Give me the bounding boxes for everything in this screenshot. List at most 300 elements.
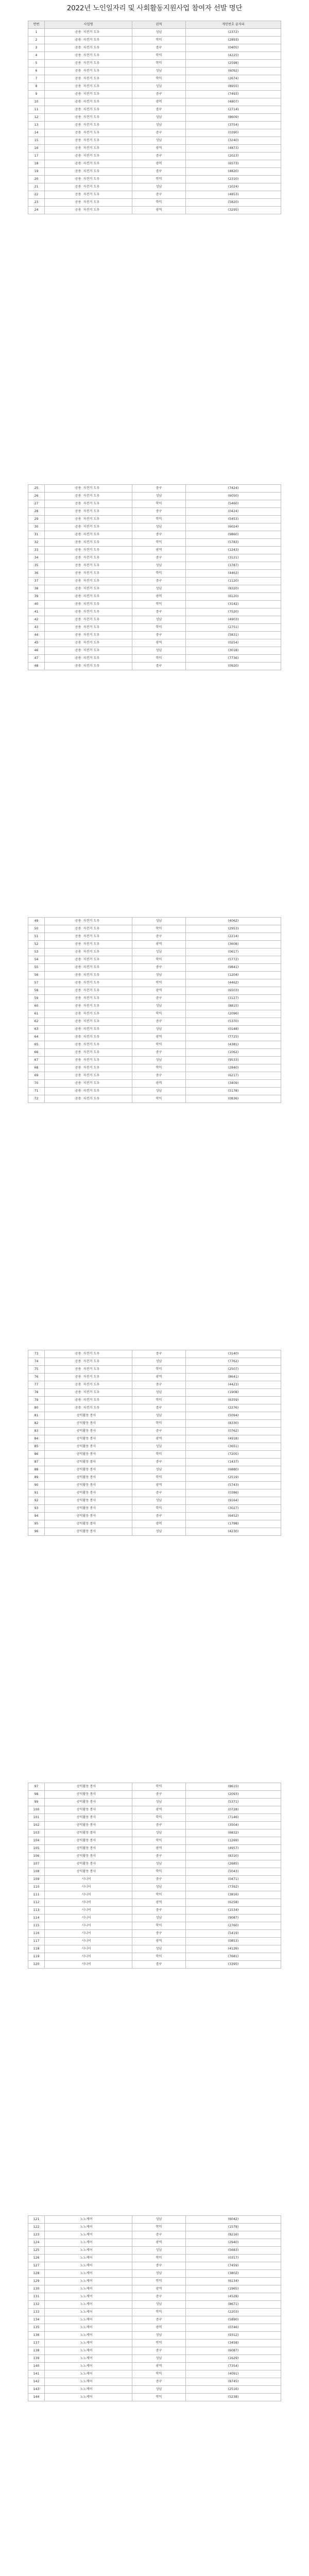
row-number: 40 xyxy=(28,601,45,608)
row-number: 98 xyxy=(28,1791,45,1799)
table-row xyxy=(28,531,281,539)
row-id-suffix: (4807) xyxy=(186,98,281,106)
table-row xyxy=(28,1397,281,1404)
row-project-type: 공용 xyxy=(75,571,81,575)
row-id-suffix: (9164) xyxy=(186,1497,281,1505)
row-id-suffix: (7736) xyxy=(186,655,281,663)
row-project-type: 공익활동 봉사 xyxy=(76,1413,96,1417)
row-project-type: 공용 xyxy=(75,1351,81,1355)
row-project-type: 노노케어 xyxy=(80,2371,93,2376)
row-id-suffix: (5460) xyxy=(186,500,281,508)
row-project xyxy=(45,1080,132,1088)
row-region: 광역 xyxy=(132,1806,186,1814)
row-number: 24 xyxy=(28,207,45,214)
row-project-type: 공용 xyxy=(75,934,81,938)
table-row xyxy=(28,1420,281,1428)
row-project-type: 공익활동 봉사 xyxy=(76,1831,96,1835)
row-project-type: 시니어 xyxy=(81,1900,91,1904)
row-project-type: 노노케어 xyxy=(80,2232,93,2236)
row-number: 10 xyxy=(28,98,45,106)
row-id-suffix: (3458) xyxy=(186,2340,281,2347)
row-project-name: 자전거 도우 xyxy=(83,1089,100,1093)
row-region: 중구 xyxy=(132,1018,186,1026)
row-project-type: 공용 xyxy=(75,996,81,1000)
row-project-name: 자전거 도우 xyxy=(83,579,100,583)
row-region: 중구 xyxy=(132,1381,186,1389)
row-project-type: 공용 xyxy=(75,579,81,583)
row-id-suffix: (6452) xyxy=(186,1513,281,1520)
row-id-suffix: (4423) xyxy=(186,1381,281,1389)
row-id-suffix: (9087) xyxy=(186,1914,281,1922)
table-row xyxy=(28,1513,281,1520)
table-row xyxy=(28,956,281,964)
row-project-type: 공용 xyxy=(75,161,81,165)
row-project-type: 공용 xyxy=(75,184,81,189)
table-row xyxy=(28,979,281,987)
roster-table-block-2 xyxy=(28,484,281,670)
row-project xyxy=(45,75,132,83)
table-row xyxy=(28,60,281,67)
row-region: 중구 xyxy=(132,2293,186,2301)
row-project xyxy=(45,1010,132,1018)
row-id-suffix: (5820) xyxy=(186,199,281,207)
table-row xyxy=(28,493,281,500)
row-number: 37 xyxy=(28,578,45,585)
row-id-suffix: (7146) xyxy=(186,1814,281,1822)
row-number: 95 xyxy=(28,1520,45,1528)
row-number: 116 xyxy=(28,1930,45,1938)
table-row xyxy=(28,1451,281,1459)
row-number: 45 xyxy=(28,639,45,647)
table-row xyxy=(28,485,281,493)
row-region: 학익 xyxy=(132,2394,186,2401)
table-row xyxy=(28,91,281,98)
row-region: 성남 xyxy=(132,1057,186,1064)
row-number: 120 xyxy=(28,1961,45,1969)
row-project-name: 자전거 도우 xyxy=(83,486,100,490)
row-project-name: 자전거 도우 xyxy=(83,1405,100,1410)
table-row xyxy=(28,98,281,106)
row-region: 성남 xyxy=(132,562,186,570)
row-project-name: 자전거 도우 xyxy=(83,1382,100,1386)
row-project-type: 노노케어 xyxy=(80,2356,93,2360)
row-project xyxy=(45,2239,132,2247)
row-number: 74 xyxy=(28,1358,45,1366)
row-number: 72 xyxy=(28,1095,45,1103)
row-project-type: 공용 xyxy=(75,517,81,521)
table-row xyxy=(28,1860,281,1868)
row-number: 84 xyxy=(28,1435,45,1443)
table-row xyxy=(28,624,281,632)
row-number: 16 xyxy=(28,145,45,152)
row-number: 34 xyxy=(28,554,45,562)
row-project-type: 공용 xyxy=(75,1035,81,1039)
row-number: 36 xyxy=(28,570,45,578)
row-project xyxy=(45,1033,132,1041)
row-project xyxy=(45,1513,132,1520)
row-project xyxy=(45,1003,132,1010)
row-project xyxy=(45,1938,132,1945)
roster-table-block-6 xyxy=(28,2215,281,2401)
table-row xyxy=(28,160,281,168)
row-id-suffix: (2893) xyxy=(186,37,281,44)
row-id-suffix: (0746) xyxy=(186,2324,281,2332)
row-project-name: 자전거 도우 xyxy=(83,571,100,575)
row-number: 91 xyxy=(28,1489,45,1497)
row-id-suffix: (0853) xyxy=(186,1938,281,1945)
row-number: 106 xyxy=(28,1853,45,1860)
row-region: 학익 xyxy=(132,1505,186,1513)
row-id-suffix: (6880) xyxy=(186,1466,281,1474)
row-region: 학익 xyxy=(132,2224,186,2231)
row-region: 중구 xyxy=(132,1930,186,1938)
row-region: 중구 xyxy=(132,531,186,539)
row-region: 성남 xyxy=(132,67,186,75)
row-id-suffix: (0471) xyxy=(186,1876,281,1884)
row-id-suffix: (2714) xyxy=(186,106,281,114)
row-project xyxy=(45,183,132,191)
table-row xyxy=(28,1520,281,1528)
row-id-suffix: (8609) xyxy=(186,114,281,122)
row-region: 학익 xyxy=(132,2340,186,2347)
row-project-type: 공용 xyxy=(75,950,81,954)
row-number: 3 xyxy=(28,44,45,52)
row-project xyxy=(45,1466,132,1474)
row-project-type: 공익활동 봉사 xyxy=(76,1490,96,1495)
row-id-suffix: (4903) xyxy=(186,616,281,624)
row-id-suffix: (0920) xyxy=(186,663,281,670)
row-region: 학익 xyxy=(132,601,186,608)
row-region: 성남 xyxy=(132,114,186,122)
row-project-name: 자전거 도우 xyxy=(83,625,100,629)
row-project-name: 자전거 도우 xyxy=(83,555,100,560)
row-number: 55 xyxy=(28,964,45,972)
table-row xyxy=(28,199,281,207)
row-project-name: 자전거 도우 xyxy=(83,192,100,196)
row-project xyxy=(45,1829,132,1837)
row-region: 성남 xyxy=(132,1945,186,1953)
row-number: 63 xyxy=(28,1026,45,1033)
row-id-suffix: (9533) xyxy=(186,1057,281,1064)
row-number: 101 xyxy=(28,1814,45,1822)
row-project xyxy=(45,1412,132,1420)
row-number: 96 xyxy=(28,1528,45,1536)
row-project-name: 자전거 도우 xyxy=(83,38,100,42)
row-id-suffix: (1243) xyxy=(186,547,281,554)
row-number: 140 xyxy=(28,2363,45,2370)
table-row xyxy=(28,964,281,972)
table-row xyxy=(28,1953,281,1961)
row-project-name: 자전거 도우 xyxy=(83,942,100,946)
row-project-type: 공용 xyxy=(75,115,81,119)
row-region: 광역 xyxy=(132,1435,186,1443)
row-project xyxy=(45,987,132,995)
row-project-type: 공용 xyxy=(75,177,81,181)
row-project-type: 공익활동 봉사 xyxy=(76,1838,96,1842)
row-project xyxy=(45,1837,132,1845)
row-id-suffix: (5890) xyxy=(186,2316,281,2324)
row-region: 중구 xyxy=(132,2347,186,2355)
row-id-suffix: (6120) xyxy=(186,593,281,601)
row-region: 성남 xyxy=(132,1884,186,1891)
row-id-suffix: (2203) xyxy=(186,2309,281,2316)
row-region: 성남 xyxy=(132,2247,186,2255)
row-project xyxy=(45,2316,132,2324)
table-row xyxy=(28,647,281,655)
row-project-type: 노노케어 xyxy=(80,2341,93,2345)
row-region: 중구 xyxy=(132,152,186,160)
row-project-name: 자전거 도우 xyxy=(83,934,100,938)
row-region: 중구 xyxy=(132,1822,186,1829)
table-row xyxy=(28,2355,281,2363)
row-project xyxy=(45,1961,132,1969)
row-region: 학익 xyxy=(132,655,186,663)
table-row xyxy=(28,655,281,663)
table-row xyxy=(28,2340,281,2347)
row-number: 44 xyxy=(28,632,45,639)
table-row xyxy=(28,183,281,191)
row-region: 학익 xyxy=(132,75,186,83)
table-row xyxy=(28,191,281,199)
row-id-suffix: (4853) xyxy=(186,191,281,199)
row-project-type: 공용 xyxy=(75,942,81,946)
row-project-name: 자전거 도우 xyxy=(83,988,100,992)
row-number: 68 xyxy=(28,1064,45,1072)
row-number: 113 xyxy=(28,1907,45,1914)
row-region: 학익 xyxy=(132,570,186,578)
row-project xyxy=(45,1420,132,1428)
table-row xyxy=(28,1845,281,1853)
row-region: 중구 xyxy=(132,608,186,616)
row-project-type: 시니어 xyxy=(81,1962,91,1966)
row-project xyxy=(45,1505,132,1513)
row-project xyxy=(45,1489,132,1497)
table-row xyxy=(28,2309,281,2316)
row-region: 성남 xyxy=(132,2355,186,2363)
row-id-suffix: (4463) xyxy=(186,570,281,578)
row-region: 성남 xyxy=(132,83,186,91)
row-number: 53 xyxy=(28,948,45,956)
row-project-type: 공용 xyxy=(75,123,81,127)
row-number: 117 xyxy=(28,1938,45,1945)
row-number: 112 xyxy=(28,1899,45,1907)
row-region: 광역 xyxy=(132,98,186,106)
row-project xyxy=(45,1806,132,1814)
row-project xyxy=(45,2378,132,2386)
row-project-name: 자전거 도우 xyxy=(83,130,100,134)
row-number: 5 xyxy=(28,60,45,67)
row-project-name: 자전거 도우 xyxy=(83,664,100,668)
row-project-type: 공용 xyxy=(75,1050,81,1054)
table-row xyxy=(28,547,281,554)
row-id-suffix: (8745) xyxy=(186,2378,281,2386)
row-project xyxy=(45,1041,132,1049)
row-project xyxy=(45,562,132,570)
row-id-suffix: (5238) xyxy=(186,2394,281,2401)
row-project xyxy=(45,1397,132,1404)
row-region: 학익 xyxy=(132,1474,186,1482)
table-row xyxy=(28,1791,281,1799)
row-project xyxy=(45,152,132,160)
row-id-suffix: (2093) xyxy=(186,1791,281,1799)
row-project-type: 공용 xyxy=(75,1405,81,1410)
row-project-type: 공용 xyxy=(75,609,81,614)
table-row xyxy=(28,1822,281,1829)
row-project-type: 공용 xyxy=(75,664,81,668)
row-id-suffix: (4381) xyxy=(186,1041,281,1049)
row-id-suffix: (3395) xyxy=(186,1961,281,1969)
row-id-suffix: (6573) xyxy=(186,160,281,168)
table-row xyxy=(28,1080,281,1088)
row-project-type: 노노케어 xyxy=(80,2286,93,2291)
row-id-suffix: (6134) xyxy=(186,2278,281,2285)
row-project xyxy=(45,547,132,554)
row-number: 51 xyxy=(28,933,45,941)
row-project-type: 공용 xyxy=(75,988,81,992)
row-id-suffix: (1578) xyxy=(186,2224,281,2231)
row-project-name: 자전거 도우 xyxy=(83,1027,100,1031)
table-row xyxy=(28,2247,281,2255)
row-id-suffix: (4820) xyxy=(186,168,281,176)
row-id-suffix: (3816) xyxy=(186,1891,281,1899)
row-id-suffix: (3295) xyxy=(186,207,281,214)
row-project-type: 공용 xyxy=(75,1042,81,1046)
row-id-suffix: (2096) xyxy=(186,1010,281,1018)
row-project-name: 자전거 도우 xyxy=(83,53,100,57)
row-project-name: 자전거 도우 xyxy=(83,973,100,977)
row-project-type: 노노케어 xyxy=(80,2379,93,2383)
table-row xyxy=(28,1837,281,1845)
row-number: 110 xyxy=(28,1884,45,1891)
row-region: 학익 xyxy=(132,624,186,632)
table-row xyxy=(28,1072,281,1080)
row-project xyxy=(45,995,132,1003)
row-id-suffix: (2507) xyxy=(186,1366,281,1374)
table-row xyxy=(28,2394,281,2401)
row-region: 광역 xyxy=(132,2363,186,2370)
row-project xyxy=(45,60,132,67)
row-number: 8 xyxy=(28,83,45,91)
table-row xyxy=(28,1829,281,1837)
row-project xyxy=(45,2224,132,2231)
row-region: 광역 xyxy=(132,145,186,152)
row-project-type: 노노케어 xyxy=(80,2310,93,2314)
row-number: 33 xyxy=(28,547,45,554)
table-row xyxy=(28,44,281,52)
row-region: 학익 xyxy=(132,1953,186,1961)
row-project-type: 공용 xyxy=(75,957,81,961)
row-id-suffix: (6359) xyxy=(186,1397,281,1404)
row-region: 중구 xyxy=(132,933,186,941)
row-project-type: 공용 xyxy=(75,138,81,142)
row-project-type: 공용 xyxy=(75,602,81,606)
row-id-suffix: (0836) xyxy=(186,1095,281,1103)
row-number: 99 xyxy=(28,1799,45,1806)
row-region: 학익 xyxy=(132,2309,186,2316)
row-number: 139 xyxy=(28,2355,45,2363)
row-number: 47 xyxy=(28,655,45,663)
row-id-suffix: (8671) xyxy=(186,2301,281,2309)
row-project-type: 공용 xyxy=(75,965,81,969)
row-id-suffix: (6087) xyxy=(186,2347,281,2355)
table-row xyxy=(28,1528,281,1536)
row-project-type: 노노케어 xyxy=(80,2217,93,2221)
row-project-name: 자전거 도우 xyxy=(83,30,100,34)
row-project xyxy=(45,2231,132,2239)
row-project xyxy=(45,1799,132,1806)
row-number: 81 xyxy=(28,1412,45,1420)
row-project-type: 공용 xyxy=(75,69,81,73)
table-row xyxy=(28,2262,281,2270)
table-header-row xyxy=(28,21,281,29)
row-number: 129 xyxy=(28,2278,45,2285)
row-project xyxy=(45,1358,132,1366)
row-project xyxy=(45,1914,132,1922)
row-project xyxy=(45,1389,132,1397)
row-project xyxy=(45,2340,132,2347)
row-id-suffix: (4062) xyxy=(186,918,281,925)
table-row xyxy=(28,2386,281,2394)
row-project-type: 노노케어 xyxy=(80,2395,93,2399)
row-id-suffix: (3018) xyxy=(186,647,281,655)
row-project xyxy=(45,972,132,979)
row-region: 학익 xyxy=(132,1922,186,1930)
row-id-suffix: (5683) xyxy=(186,2247,281,2255)
row-number: 134 xyxy=(28,2316,45,2324)
row-number: 65 xyxy=(28,1041,45,1049)
row-id-suffix: (2519) xyxy=(186,1474,281,1482)
row-id-suffix: (2276) xyxy=(186,1404,281,1412)
table-row xyxy=(28,570,281,578)
row-number: 64 xyxy=(28,1033,45,1041)
row-number: 109 xyxy=(28,1876,45,1884)
row-project-type: 공용 xyxy=(75,548,81,552)
row-project-type: 공용 xyxy=(75,617,81,621)
row-id-suffix: (8320) xyxy=(186,585,281,593)
row-project xyxy=(45,37,132,44)
row-number: 118 xyxy=(28,1945,45,1953)
row-project xyxy=(45,1459,132,1466)
row-number: 71 xyxy=(28,1088,45,1095)
row-project xyxy=(45,1853,132,1860)
row-number: 87 xyxy=(28,1459,45,1466)
row-project xyxy=(45,29,132,37)
row-id-suffix: (6217) xyxy=(186,1072,281,1080)
row-project-type: 공익활동 봉사 xyxy=(76,1498,96,1502)
row-region: 학익 xyxy=(132,1814,186,1822)
row-region: 학익 xyxy=(132,1095,186,1103)
row-number: 66 xyxy=(28,1049,45,1057)
row-project-type: 공익활동 봉사 xyxy=(76,1861,96,1866)
row-id-suffix: (5831) xyxy=(186,632,281,639)
row-region: 광역 xyxy=(132,207,186,214)
row-project-name: 자전거 도우 xyxy=(83,524,100,529)
row-project-name: 자전거 도우 xyxy=(83,1367,100,1371)
table-row xyxy=(28,1876,281,1884)
table-row xyxy=(28,1358,281,1366)
row-project-type: 공익활동 봉사 xyxy=(76,1483,96,1487)
table-row xyxy=(28,578,281,585)
row-id-suffix: (4873) xyxy=(186,145,281,152)
row-id-suffix: (7459) xyxy=(186,2262,281,2270)
table-row xyxy=(28,1350,281,1358)
row-project xyxy=(45,1899,132,1907)
table-row xyxy=(28,37,281,44)
row-project-name: 자전거 도우 xyxy=(83,1050,100,1054)
row-id-suffix: (1437) xyxy=(186,1459,281,1466)
row-region: 성남 xyxy=(132,1358,186,1366)
table-row xyxy=(28,1389,281,1397)
